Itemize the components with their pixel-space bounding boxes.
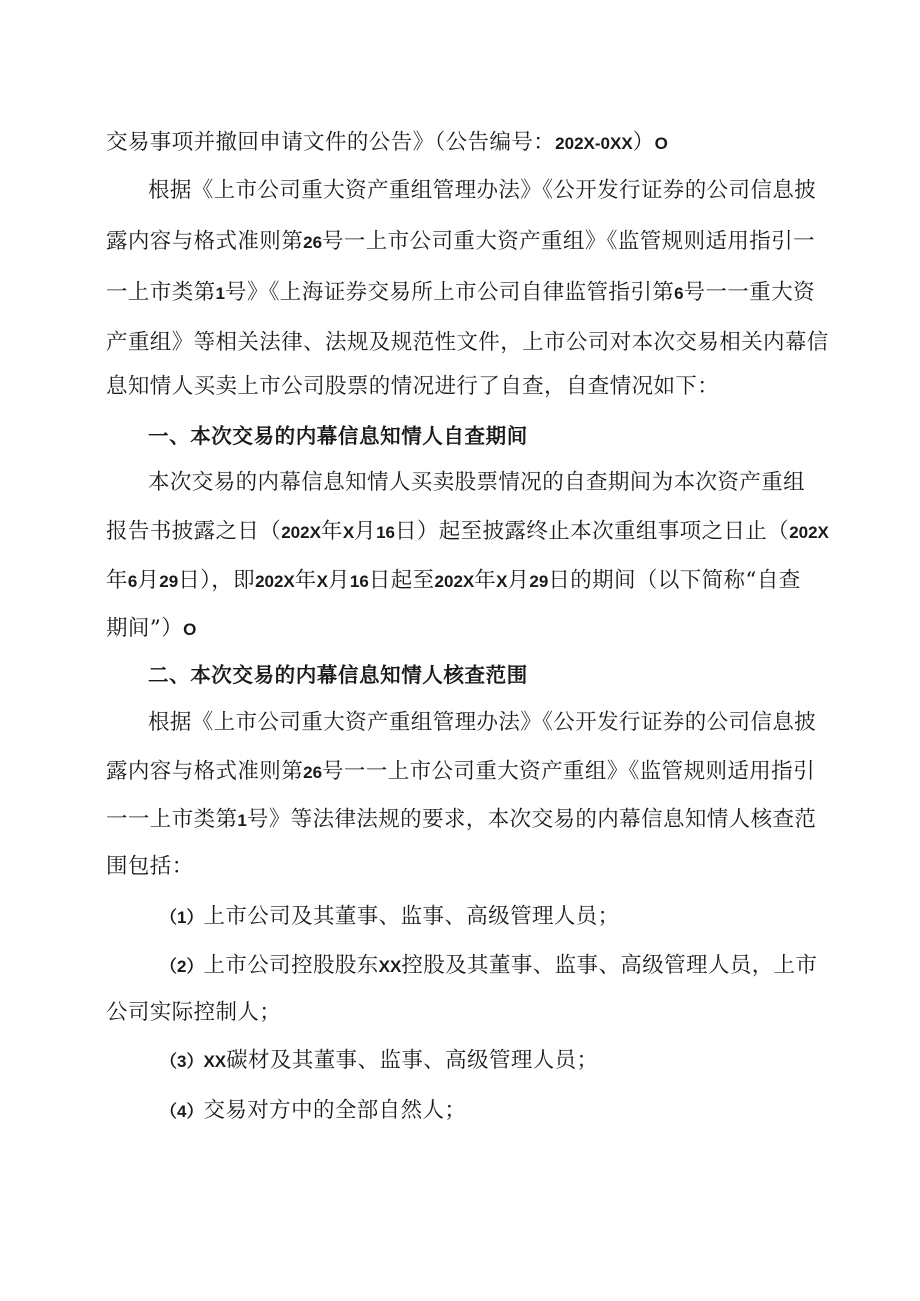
paragraph-line: 息知情人买卖上市公司股票的情况进行了自查，自查情况如下： [106,374,720,399]
list-item: （3）XX碳材及其董事、监事、高级管理人员； [160,1048,599,1073]
paragraph-line: 交易事项并撤回申请文件的公告》（公告编号：202X-0XX）O [106,130,668,155]
paragraph-line: 产重组》等相关法律、法规及规范性文件，上市公司对本次交易相关内幕信 [106,330,829,355]
list-item: （2）上市公司控股股东XX控股及其董事、监事、高级管理人员，上市 [160,953,818,978]
section-heading: 一、本次交易的内幕信息知情人自查期间 [148,424,528,448]
paragraph-line: 一上市类第1号》《上海证券交易所上市公司自律监管指引第6号一一重大资 [106,280,816,305]
section-heading: 二、本次交易的内幕信息知情人核查范围 [148,663,528,687]
list-item-continuation: 公司实际控制人； [106,1000,282,1025]
paragraph-line: 根据《上市公司重大资产重组管理办法》《公开发行证券的公司信息披 [148,178,817,203]
paragraph-line: 根据《上市公司重大资产重组管理办法》《公开发行证券的公司信息披 [148,710,817,735]
paragraph-line: 露内容与格式准则第26号一上市公司重大资产重组》《监管规则适用指引一 [106,229,815,254]
paragraph-line: 围包括： [106,854,194,879]
list-item: （1）上市公司及其董事、监事、高级管理人员； [160,904,620,929]
list-item: （4）交易对方中的全部自然人； [160,1098,467,1123]
paragraph-line: 期间”）O [106,616,197,641]
paragraph-line: 报告书披露之日（202X年X月16日）起至披露终止本次重组事项之日止（202X [106,519,829,544]
paragraph-line: 一一上市类第1号》等法律法规的要求，本次交易的内幕信息知情人核查范 [106,807,817,832]
paragraph-line: 年6月29日），即202X年X月16日起至202X年X月29日的期间（以下简称“自查 [106,568,801,593]
paragraph-line: 本次交易的内幕信息知情人买卖股票情况的自查期间为本次资产重组 [148,470,806,495]
paragraph-line: 露内容与格式准则第26号一一上市公司重大资产重组》《监管规则适用指引 [106,759,815,784]
